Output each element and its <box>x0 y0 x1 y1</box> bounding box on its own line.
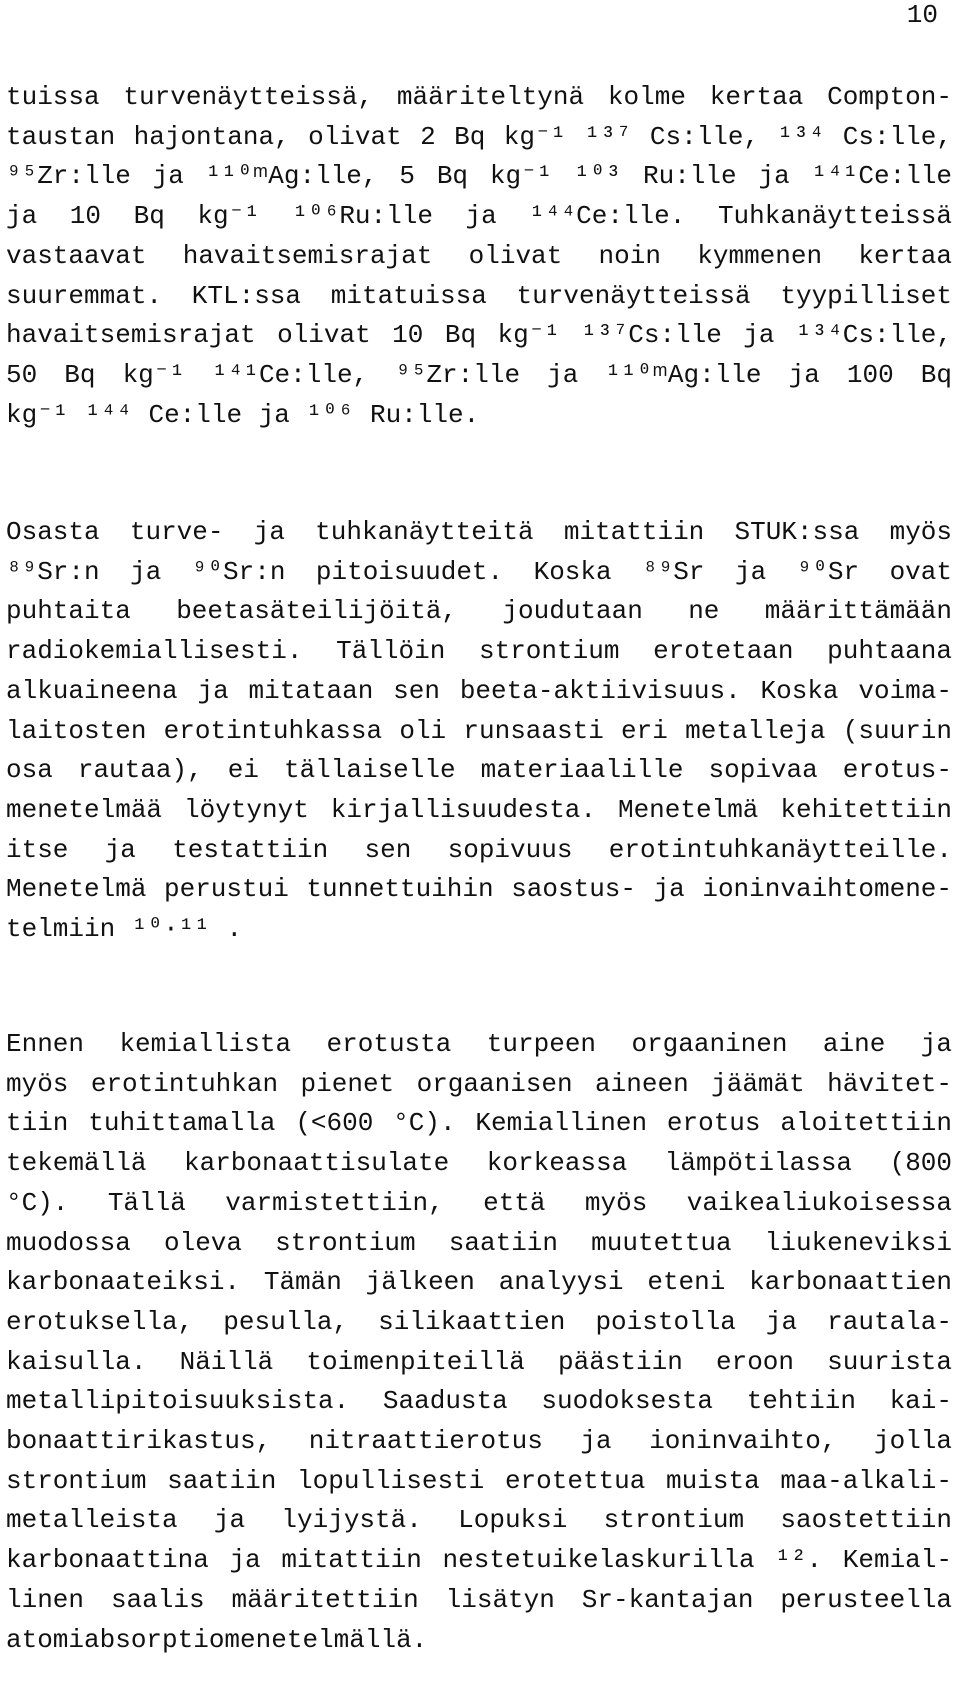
text-line: suuremmat. KTL:ssa mitatuissa turvenäytteissä tyypilliset <box>6 280 952 311</box>
text-line: vastaavat havaitsemisrajat olivat noin kymmenen kertaa <box>6 240 952 271</box>
paragraph-strontium-measurement <box>6 513 952 950</box>
text-line: karbonaattina ja mitattiin nestetuikelaskurilla ¹². Kemial- <box>6 1545 952 1576</box>
text-line: myös erotintuhkan pienet orgaanisen aineen jäämät hävitet- <box>6 1068 952 1099</box>
paragraph-chemical-separation <box>6 1025 952 1660</box>
text-line: tuissa turvenäytteissä, määriteltynä kolme kertaa Compton- <box>6 82 952 112</box>
text-line: itse ja testattiin sen sopivuus erotintuhkanäytteille. <box>6 834 952 865</box>
text-line: 50 Bq kg⁻¹ ¹⁴¹Ce:lle, ⁹⁵Zr:lle ja ¹¹⁰ᵐAg:lle ja 100 Bq <box>6 359 952 390</box>
text-line: puhtaita beetasäteilijöitä, joudutaan ne määrittämään <box>6 596 952 627</box>
text-line: muodossa oleva strontium saatiin muutettua liukeneviksi <box>6 1227 952 1258</box>
text-line: metallipitoisuuksista. Saadusta suodoksesta tehtiin kai- <box>6 1386 952 1417</box>
text-line: Ennen kemiallista erotusta turpeen orgaaninen aine ja <box>6 1029 952 1059</box>
text-line: atomiabsorptiomenetelmällä. <box>6 1624 428 1655</box>
text-line: laitosten erotintuhkassa oli runsaasti eri metalleja (suurin <box>6 715 952 746</box>
text-line: tekemällä karbonaattisulate korkeassa lämpötilassa (800 <box>6 1148 952 1179</box>
text-line: linen saalis määritettiin lisätyn Sr-kantajan perusteella <box>6 1584 952 1615</box>
text-line: ja 10 Bq kg⁻¹ ¹⁰⁶Ru:lle ja ¹⁴⁴Ce:lle. Tuhkanäytteissä <box>6 201 952 232</box>
text-line: metalleista ja lyijystä. Lopuksi strontium saostettiin <box>6 1505 952 1536</box>
text-line: taustan hajontana, olivat 2 Bq kg⁻¹ ¹³⁷ Cs:lle, ¹³⁴ Cs:lle, <box>6 121 952 152</box>
text-line: erotuksella, pesulla, silikaattien poistolla ja rautala- <box>6 1306 952 1337</box>
text-line: kg⁻¹ ¹⁴⁴ Ce:lle ja ¹⁰⁶ Ru:lle. <box>6 399 480 430</box>
text-line: kaisulla. Näillä toimenpiteillä päästiin eroon suurista <box>6 1346 952 1377</box>
text-line: °C). Tällä varmistettiin, että myös vaikealiukoisessa <box>6 1187 952 1218</box>
page-number: 10 <box>906 0 938 30</box>
text-line: bonaattirikastus, nitraattierotus ja ioninvaihto, jolla <box>6 1426 952 1457</box>
text-line: strontium saatiin lopullisesti erotettua muista maa-alkali- <box>6 1465 952 1496</box>
paragraph-detection-limits <box>6 78 952 435</box>
text-line: telmiin ¹⁰·¹¹ . <box>6 914 243 945</box>
text-line: havaitsemisrajat olivat 10 Bq kg⁻¹ ¹³⁷Cs:lle ja ¹³⁴Cs:lle, <box>6 320 952 351</box>
text-line: ⁹⁵Zr:lle ja ¹¹⁰ᵐAg:lle, 5 Bq kg⁻¹ ¹⁰³ Ru:lle ja ¹⁴¹Ce:lle <box>6 161 952 192</box>
text-line: radiokemiallisesti. Tällöin strontium erotetaan puhtaana <box>6 636 952 667</box>
text-line: Menetelmä perustui tunnettuihin saostus- ja ioninvaihtomene- <box>6 874 952 905</box>
text-line: alkuaineena ja mitataan sen beeta-aktiivisuus. Koska voima- <box>6 675 952 706</box>
text-line: ⁸⁹Sr:n ja ⁹⁰Sr:n pitoisuudet. Koska ⁸⁹Sr ja ⁹⁰Sr ovat <box>6 556 952 587</box>
text-line: tiin tuhittamalla (<600 °C). Kemiallinen erotus aloitettiin <box>6 1108 952 1139</box>
text-line: Osasta turve- ja tuhkanäytteitä mitattiin STUK:ssa myös <box>6 517 952 547</box>
text-line: osa rautaa), ei tällaiselle materiaalille sopivaa erotus- <box>6 755 952 786</box>
text-line: karbonaateiksi. Tämän jälkeen analyysi eteni karbonaattien <box>6 1267 952 1298</box>
text-line: menetelmää löytynyt kirjallisuudesta. Menetelmä kehitettiin <box>6 794 952 825</box>
